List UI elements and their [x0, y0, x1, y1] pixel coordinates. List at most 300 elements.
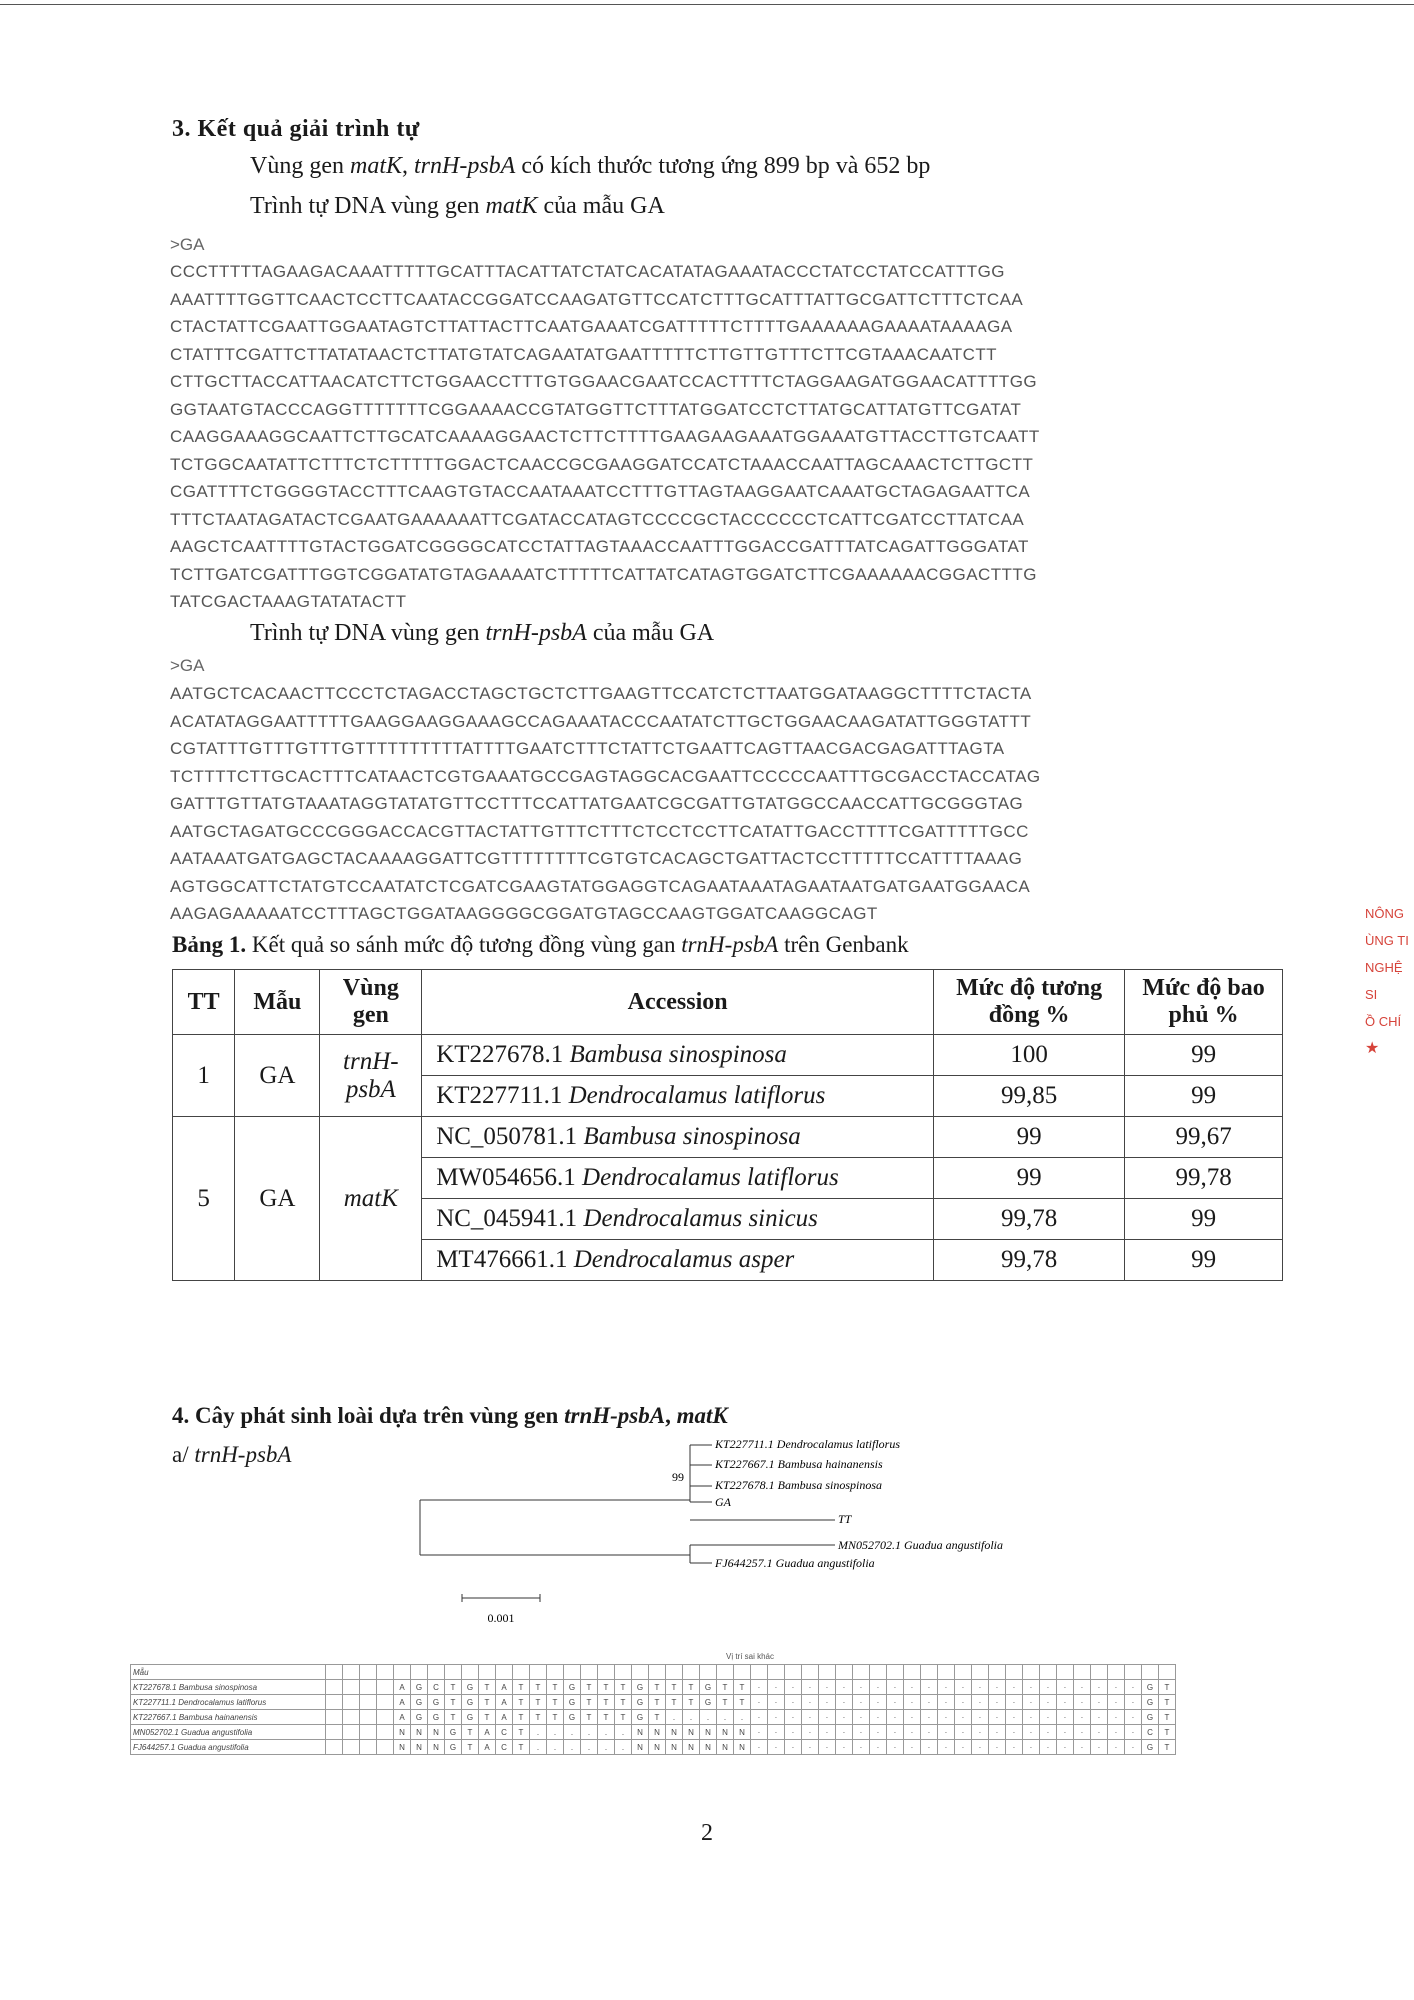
alignment-cell: G [632, 1680, 649, 1695]
alignment-cell: · [1091, 1740, 1108, 1755]
text: Kết quả so sánh mức độ tương đồng vùng gan [246, 932, 682, 957]
alignment-cell: · [1040, 1740, 1057, 1755]
alignment-cell: · [1108, 1740, 1125, 1755]
col-header-coverage: Mức độ bao phủ % [1125, 970, 1283, 1035]
alignment-cell: C [496, 1725, 513, 1740]
alignment-cell: N [717, 1740, 734, 1755]
alignment-cell [377, 1680, 394, 1695]
tree-leaf: MN052702.1 Guadua angustifolia [838, 1538, 1004, 1552]
cell-coverage: 99,67 [1125, 1117, 1283, 1158]
gene-name: trnH-psbA [194, 1442, 292, 1467]
alignment-cell [564, 1665, 581, 1680]
alignment-cell: · [768, 1725, 785, 1740]
alignment-cell: N [683, 1725, 700, 1740]
alignment-cell: A [496, 1710, 513, 1725]
alignment-cell: · [989, 1710, 1006, 1725]
alignment-cell: · [802, 1725, 819, 1740]
alignment-cell: · [768, 1680, 785, 1695]
sequence-line: AATGCTAGATGCCCGGGACCACGTTACTATTGTTTCTTTCTCCTCCTTCATATTGACCTTTTCGATTTTTGCC [170, 821, 1029, 841]
alignment-cell: · [1091, 1710, 1108, 1725]
alignment-cell [1142, 1665, 1159, 1680]
alignment-cell [717, 1665, 734, 1680]
alignment-cell [819, 1665, 836, 1680]
alignment-cell: · [921, 1695, 938, 1710]
alignment-cell: · [1023, 1710, 1040, 1725]
cell-sample: GA [235, 1117, 320, 1281]
alignment-cell: · [921, 1725, 938, 1740]
alignment-cell: · [1023, 1725, 1040, 1740]
alignment-cell [343, 1695, 360, 1710]
alignment-cell: . [700, 1710, 717, 1725]
alignment-cell: G [564, 1695, 581, 1710]
alignment-cell: T [530, 1710, 547, 1725]
alignment-cell: · [785, 1695, 802, 1710]
alignment-cell: · [802, 1710, 819, 1725]
alignment-cell [343, 1725, 360, 1740]
cell-coverage: 99 [1125, 1076, 1283, 1117]
alignment-cell: A [496, 1695, 513, 1710]
alignment-cell: T [513, 1740, 530, 1755]
alignment-cell [836, 1665, 853, 1680]
alignment-cell: · [887, 1695, 904, 1710]
alignment-cell: · [1040, 1710, 1057, 1725]
alignment-cell [411, 1665, 428, 1680]
alignment-cell: · [989, 1725, 1006, 1740]
alignment-cell [360, 1740, 377, 1755]
accession-id: NC_045941.1 [436, 1205, 578, 1232]
alignment-cell: G [462, 1680, 479, 1695]
alignment-cell: T [530, 1695, 547, 1710]
alignment-cell: T [734, 1695, 751, 1710]
gene-name: matK [349, 153, 402, 179]
alignment-cell: T [615, 1710, 632, 1725]
alignment-cell: C [1142, 1725, 1159, 1740]
alignment-cell: . [564, 1725, 581, 1740]
alignment-cell: · [1057, 1695, 1074, 1710]
alignment-cell: T [479, 1695, 496, 1710]
sequence-line: TTTCTAATAGATACTCGAATGAAAAAATTCGATACCATAGTCCCCGCTACCCCCCTCATTCGATCCTTATCAA [170, 509, 1025, 529]
accession-id: NC_050781.1 [436, 1123, 578, 1150]
alignment-cell [343, 1740, 360, 1755]
alignment-cell [343, 1665, 360, 1680]
official-stamp [1365, 900, 1414, 1062]
alignment-cell: G [462, 1710, 479, 1725]
alignment-cell [632, 1665, 649, 1680]
alignment-cell: G [632, 1710, 649, 1725]
alignment-cell: T [581, 1695, 598, 1710]
alignment-cell: · [1074, 1710, 1091, 1725]
alignment-cell: · [853, 1725, 870, 1740]
cell-identity: 99,78 [934, 1199, 1125, 1240]
tree-leaf: KT227711.1 Dendrocalamus latiflorus [715, 1437, 901, 1451]
alignment-cell: · [819, 1695, 836, 1710]
alignment-cell: . [581, 1740, 598, 1755]
species-name: Bambusa sinospinosa [569, 1041, 787, 1068]
alignment-cell: · [785, 1710, 802, 1725]
alignment-cell: · [819, 1740, 836, 1755]
alignment-cell: . [530, 1740, 547, 1755]
alignment-cell [360, 1695, 377, 1710]
text: Trình tự DNA vùng gen [250, 620, 486, 646]
alignment-cell: · [768, 1695, 785, 1710]
cell-identity: 99 [934, 1117, 1125, 1158]
alignment-cell: . [666, 1710, 683, 1725]
alignment-cell: · [955, 1710, 972, 1725]
alignment-cell [1057, 1665, 1074, 1680]
alignment-cell: · [1108, 1695, 1125, 1710]
alignment-cell: · [870, 1740, 887, 1755]
cell-sample: GA [235, 1035, 320, 1117]
alignment-cell: N [632, 1740, 649, 1755]
alignment-cell: · [785, 1680, 802, 1695]
alignment-cell [887, 1665, 904, 1680]
sequence-line: TATCGACTAAAGTATATACTT [170, 592, 407, 611]
alignment-cell: T [1159, 1680, 1176, 1695]
alignment-taxon: KT227711.1 Dendrocalamus latiflorus [131, 1695, 326, 1710]
text: trên Genbank [778, 932, 909, 957]
alignment-cell [326, 1665, 343, 1680]
sequence-line: AATAAATGATGAGCTACAAAAGGATTCGTTTTTTTTCGTGTCACAGCTGATTACTCCTTTTTCCATTTTAAAG [170, 849, 1023, 868]
alignment-cell: T [547, 1695, 564, 1710]
sequence-line: CGATTTTCTGGGGTACCTTTCAAGTGTACCAATAAATCCTTTGTTAGTAAGGAATCAAATGCTAGAGAATTCA [170, 482, 1031, 501]
accession-id: KT227711.1 [436, 1082, 563, 1109]
alignment-cell: T [513, 1695, 530, 1710]
stamp-text: Ồ CHÍ [1365, 1014, 1402, 1029]
alignment-cell: G [632, 1695, 649, 1710]
cell-identity: 100 [934, 1035, 1125, 1076]
alignment-cell: N [411, 1740, 428, 1755]
alignment-cell: · [853, 1710, 870, 1725]
alignment-cell: G [1142, 1680, 1159, 1695]
alignment-cell: · [819, 1710, 836, 1725]
gene-name: matK [676, 1403, 728, 1428]
alignment-cell [1023, 1665, 1040, 1680]
alignment-cell [955, 1665, 972, 1680]
alignment-table [130, 1664, 1176, 1755]
alignment-row [131, 1695, 1176, 1710]
alignment-cell: · [751, 1710, 768, 1725]
alignment-cell: . [547, 1725, 564, 1740]
alignment-cell: · [938, 1725, 955, 1740]
alignment-cell: · [1091, 1680, 1108, 1695]
sequence-line: TCTTGATCGATTTGGTCGGATATGTAGAAAATCTTTTTCATTATCATAGTGGATCTTCGAAAAAACGGACTTTG [170, 564, 1037, 584]
gene-name: trnH-psbA [681, 932, 779, 957]
alignment-cell [377, 1740, 394, 1755]
alignment-cell: . [734, 1710, 751, 1725]
accession-id: KT227678.1 [436, 1041, 564, 1068]
fasta-header: >GA [170, 656, 205, 675]
alignment-cell [530, 1665, 547, 1680]
alignment-cell: T [462, 1725, 479, 1740]
sequence-line: AAGAGAAAAATCCTTTAGCTGGATAAGGGGCGGATGTAGCCAAGTGGATCAAGGCAGT [170, 904, 878, 923]
alignment-cell [666, 1665, 683, 1680]
alignment-cell [377, 1695, 394, 1710]
alignment-label: Mẫu [131, 1665, 326, 1680]
alignment-cell: · [819, 1680, 836, 1695]
alignment-cell: · [1125, 1680, 1142, 1695]
alignment-cell: · [1057, 1740, 1074, 1755]
alignment-cell: T [1159, 1710, 1176, 1725]
alignment-cell: T [683, 1680, 700, 1695]
sequence-line: CTATTTCGATTCTTATATAACTCTTATGTATCAGAATATGAATTTTTCTTGTTGTTTCTTCGTAAACAATCTT [170, 344, 998, 364]
alignment-cell: A [479, 1740, 496, 1755]
alignment-cell: · [1057, 1680, 1074, 1695]
alignment-cell: T [479, 1680, 496, 1695]
alignment-cell: . [564, 1740, 581, 1755]
alignment-cell: · [853, 1695, 870, 1710]
alignment-cell [989, 1665, 1006, 1680]
alignment-cell: T [1159, 1725, 1176, 1740]
sequence-line: AATGCTCACAACTTCCCTCTAGACCTAGCTGCTCTTGAAGTTCCATCTCTTAATGGATAAGGCTTTTCTACTA [170, 684, 1032, 703]
alignment-cell: · [1006, 1680, 1023, 1695]
cell-coverage: 99 [1125, 1240, 1283, 1281]
alignment-cell: T [598, 1710, 615, 1725]
alignment-cell: T [649, 1680, 666, 1695]
alignment-cell: · [887, 1680, 904, 1695]
alignment-cell: T [598, 1695, 615, 1710]
alignment-cell [326, 1710, 343, 1725]
alignment-cell [972, 1665, 989, 1680]
alignment-cell: · [1108, 1725, 1125, 1740]
alignment-cell: A [496, 1680, 513, 1695]
sequence-line: CTACTATTCGAATTGGAATAGTCTTATTACTTCAATGAAATCGATTTTTCTTTTGAAAAAAGAAAATAAAAGA [170, 317, 1013, 336]
alignment-cell: G [411, 1695, 428, 1710]
alignment-cell: T [649, 1710, 666, 1725]
text: , [665, 1403, 677, 1428]
alignment-cell: . [547, 1740, 564, 1755]
alignment-cell: · [1006, 1740, 1023, 1755]
alignment-cell [360, 1725, 377, 1740]
alignment-header-row [131, 1665, 1176, 1680]
col-header-tt: TT [173, 970, 235, 1035]
cell-coverage: 99 [1125, 1199, 1283, 1240]
alignment-cell: N [683, 1740, 700, 1755]
alignment-cell: C [496, 1740, 513, 1755]
alignment-cell: T [513, 1710, 530, 1725]
tree-leaf: KT227678.1 Bambusa sinospinosa [715, 1478, 883, 1492]
alignment-cell: G [428, 1695, 445, 1710]
alignment-cell [377, 1665, 394, 1680]
alignment-cell: · [904, 1725, 921, 1740]
alignment-cell: . [683, 1710, 700, 1725]
stamp-text: ÙNG TI [1365, 933, 1409, 948]
alignment-cell: · [921, 1740, 938, 1755]
alignment-cell: . [530, 1725, 547, 1740]
alignment-cell: · [989, 1695, 1006, 1710]
alignment-cell: · [955, 1740, 972, 1755]
alignment-cell [360, 1710, 377, 1725]
alignment-cell: · [802, 1695, 819, 1710]
alignment-cell: · [1006, 1725, 1023, 1740]
cell-coverage: 99,78 [1125, 1158, 1283, 1199]
alignment-cell [360, 1680, 377, 1695]
alignment-row [131, 1710, 1176, 1725]
text: a/ [172, 1442, 195, 1467]
alignment-cell: N [666, 1725, 683, 1740]
alignment-cell: G [564, 1710, 581, 1725]
alignment-cell [343, 1680, 360, 1695]
alignment-cell: · [1074, 1725, 1091, 1740]
alignment-cell: · [1040, 1725, 1057, 1740]
sequence-line: CCCTTTTTAGAAGACAAATTTTTGCATTTACATTATCTATCACATATAGAAATACCCTATCCTATCCATTTGG [170, 262, 1005, 281]
alignment-cell [1108, 1665, 1125, 1680]
alignment-cell [751, 1665, 768, 1680]
section-3-title: 3. Kết quả giải trình tự [172, 116, 420, 142]
alignment-cell [734, 1665, 751, 1680]
sequence-line: CTTGCTTACCATTAACATCTTCTGGAACCTTTGTGGAACGAATCCACTTTTCTAGGAAGATGGAACATTTTGG [170, 372, 1038, 391]
sequence-line: CGTATTTGTTTGTTTGTTTTTTTTTTATTTTGAATCTTTCTATTCTGAATTCAGTTAACGACGAGATTTAGTA [170, 739, 1005, 758]
alignment-cell: · [836, 1710, 853, 1725]
alignment-cell [326, 1695, 343, 1710]
alignment-cell: · [751, 1740, 768, 1755]
alignment-cell: · [1125, 1740, 1142, 1755]
alignment-cell [377, 1710, 394, 1725]
alignment-cell: G [700, 1695, 717, 1710]
cell-region: matK [320, 1117, 422, 1281]
alignment-cell [377, 1725, 394, 1740]
alignment-cell: · [955, 1725, 972, 1740]
alignment-cell: T [734, 1680, 751, 1695]
sequence-line: TCTTTTCTTGCACTTTCATAACTCGTGAAATGCCGAGTAGGCACGAATTCCCCCAATTTGCGACCTACCATAG [170, 766, 1041, 786]
alignment-cell: G [411, 1680, 428, 1695]
alignment-cell: · [1091, 1695, 1108, 1710]
text: Trình tự DNA vùng gen [250, 193, 486, 219]
alignment-cell: · [938, 1695, 955, 1710]
alignment-cell: T [445, 1680, 462, 1695]
col-header-region: Vùng gen [320, 970, 422, 1035]
accession-id: MT476661.1 [436, 1246, 568, 1273]
alignment-cell [462, 1665, 479, 1680]
alignment-cell [1006, 1665, 1023, 1680]
alignment-cell: T [649, 1695, 666, 1710]
cell-identity: 99,85 [934, 1076, 1125, 1117]
alignment-cell: · [921, 1710, 938, 1725]
alignment-cell [1040, 1665, 1057, 1680]
alignment-cell: · [904, 1710, 921, 1725]
alignment-cell: N [428, 1740, 445, 1755]
alignment-cell [683, 1665, 700, 1680]
alignment-cell: N [394, 1740, 411, 1755]
alignment-cell: · [972, 1695, 989, 1710]
alignment-cell: · [836, 1725, 853, 1740]
gene-name: trnH-psbA [485, 620, 587, 646]
alignment-cell [904, 1665, 921, 1680]
alignment-taxon: KT227667.1 Bambusa hainanensis [131, 1710, 326, 1725]
tree-leaf: GA [715, 1495, 731, 1509]
alignment-cell: · [768, 1740, 785, 1755]
accession-id: MW054656.1 [436, 1164, 576, 1191]
alignment-cell: T [547, 1680, 564, 1695]
alignment-cell [598, 1665, 615, 1680]
alignment-cell: T [598, 1680, 615, 1695]
alignment-cell: · [870, 1710, 887, 1725]
col-header-sample: Mẫu [235, 970, 320, 1035]
alignment-cell: · [972, 1680, 989, 1695]
alignment-cell [343, 1710, 360, 1725]
alignment-cell: · [1125, 1710, 1142, 1725]
text: có kích thước tương ứng 899 bp và 652 bp [515, 153, 931, 179]
alignment-cell: T [615, 1695, 632, 1710]
alignment-cell: · [1108, 1710, 1125, 1725]
alignment-cell: · [1023, 1695, 1040, 1710]
alignment-taxon: KT227678.1 Bambusa sinospinosa [131, 1680, 326, 1695]
alignment-cell: · [751, 1695, 768, 1710]
page-number: 2 [701, 1820, 713, 1846]
alignment-cell: · [870, 1725, 887, 1740]
alignment-cell: · [1108, 1680, 1125, 1695]
alignment-cell: A [394, 1695, 411, 1710]
sequence-line: ACATATAGGAATTTTTGAAGGAAGGAAAGCCAGAAATACCCAATATCTTGCTGGAACAAGATATTGGGTATTT [170, 711, 1032, 731]
species-name: Dendrocalamus latiflorus [582, 1164, 839, 1191]
alignment-cell: . [615, 1740, 632, 1755]
alignment-cell: · [1125, 1725, 1142, 1740]
alignment-cell: T [479, 1710, 496, 1725]
alignment-cell: · [955, 1695, 972, 1710]
alignment-cell: · [1023, 1740, 1040, 1755]
gene-name: trnH-psbA [414, 153, 516, 179]
alignment-cell: G [411, 1710, 428, 1725]
alignment-cell: T [513, 1680, 530, 1695]
text: của mẫu GA [537, 193, 665, 219]
alignment-cell: G [700, 1680, 717, 1695]
sequence-line: AGTGGCATTCTATGTCCAATATCTCGATCGAAGTATGGAGGTCAGAATAAATAGAATAATGATGAATGGAACA [170, 876, 1031, 896]
alignment-cell: · [1040, 1695, 1057, 1710]
alignment-cell: T [717, 1695, 734, 1710]
alignment-cell [1125, 1665, 1142, 1680]
alignment-cell: G [445, 1725, 462, 1740]
alignment-cell: · [802, 1680, 819, 1695]
alignment-cell: C [428, 1680, 445, 1695]
alignment-title: Vị trí sai khác [725, 1652, 774, 1661]
alignment-cell: G [462, 1695, 479, 1710]
tree-leaf: KT227667.1 Bambusa hainanensis [715, 1457, 883, 1471]
alignment-cell: · [1057, 1710, 1074, 1725]
caption-label: Bảng 1. [172, 932, 247, 957]
alignment-cell: T [445, 1695, 462, 1710]
bootstrap-value: 99 [672, 1470, 684, 1484]
alignment-cell [768, 1665, 785, 1680]
alignment-cell: · [972, 1740, 989, 1755]
alignment-cell: · [1006, 1710, 1023, 1725]
alignment-cell [326, 1740, 343, 1755]
alignment-cell: . [598, 1740, 615, 1755]
alignment-cell: · [921, 1680, 938, 1695]
alignment-cell: T [666, 1680, 683, 1695]
alignment-cell: · [1074, 1740, 1091, 1755]
alignment-cell: · [904, 1695, 921, 1710]
tree-leaf: FJ644257.1 Guadua angustifolia [715, 1556, 875, 1570]
alignment-cell: · [1091, 1725, 1108, 1740]
alignment-cell: · [870, 1695, 887, 1710]
alignment-taxon: MN052702.1 Guadua angustifolia [131, 1725, 326, 1740]
alignment-cell: · [904, 1740, 921, 1755]
sequence-line: GGTAATGTACCCAGGTTTTTTTCGGAAAACCGTATGGTTCTTTATGGATCCTCTTATGCATTATGTTCGATAT [170, 399, 1022, 419]
stamp-text: NGHỆ SI [1365, 960, 1403, 1002]
alignment-cell: T [581, 1710, 598, 1725]
alignment-cell [853, 1665, 870, 1680]
alignment-row [131, 1680, 1176, 1695]
alignment-cell: N [666, 1740, 683, 1755]
alignment-cell: A [394, 1680, 411, 1695]
alignment-cell: · [955, 1680, 972, 1695]
alignment-cell: N [700, 1725, 717, 1740]
alignment-cell [326, 1680, 343, 1695]
alignment-cell: · [887, 1725, 904, 1740]
alignment-cell [870, 1665, 887, 1680]
alignment-cell: · [785, 1725, 802, 1740]
stamp-text: NÔNG [1365, 906, 1404, 921]
alignment-row [131, 1725, 1176, 1740]
